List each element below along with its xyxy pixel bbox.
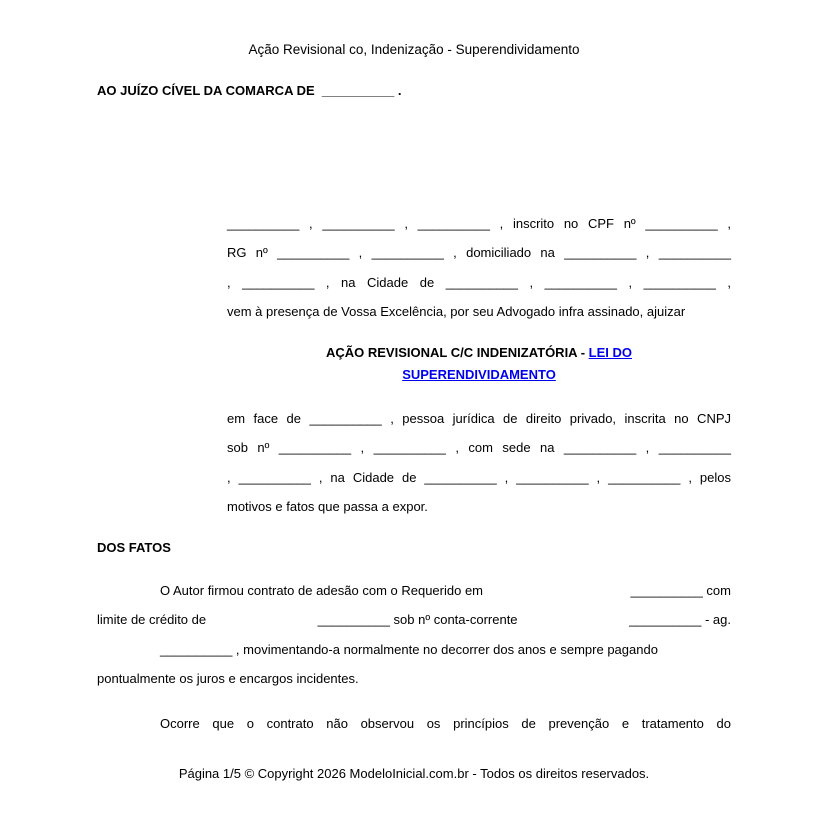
page-footer: Página 1/5 © Copyright 2026 ModeloInicial.com.br - Todos os direitos reservados.	[178, 766, 650, 781]
lei-superendividamento-link[interactable]: LEI DO	[588, 345, 632, 360]
defendant-line: motivos e fatos que passa a expor.	[227, 499, 428, 515]
facts-paragraph-2: Ocorre que o contrato não observou os princípios de prevenção e tratamento do	[160, 716, 731, 731]
facts-line: __________ , movimentando-a normalmente no decorrer dos anos e sempre pagando	[160, 641, 658, 657]
defendant-line: em face de __________ , pessoa jurídica de direito privado, inscrita no CNPJ	[227, 411, 731, 426]
qualification-line: RG nº __________ , __________ , domiciliado na __________ , __________	[227, 245, 731, 261]
facts-segment-blank: __________ sob nº conta-corrente	[317, 612, 518, 628]
facts-segment: O Autor firmou contrato de adesão com o Requerido em	[160, 583, 484, 598]
facts-segment: limite de crédito de	[97, 612, 207, 628]
section-heading-dos-fatos: DOS FATOS	[97, 540, 171, 555]
defendant-line: sob nº __________ , __________ , com sede na __________ , __________	[227, 440, 731, 456]
facts-line: pontualmente os juros e encargos incidentes.	[97, 671, 359, 687]
lei-superendividamento-link[interactable]: SUPERENDIVIDAMENTO	[402, 367, 556, 382]
facts-paragraph-1	[97, 576, 731, 694]
court-heading-label: AO JUÍZO CÍVEL DA COMARCA DE	[97, 83, 315, 98]
qualification-line: , __________ , na Cidade de __________ , __________ , __________ ,	[227, 274, 731, 290]
court-blank-field: __________	[321, 83, 395, 98]
qualification-line: vem à presença de Vossa Excelência, por seu Advogado infra assinado, ajuizar	[227, 304, 686, 320]
action-heading-line	[227, 364, 731, 386]
action-heading	[227, 342, 731, 386]
facts-line	[97, 576, 731, 605]
plaintiff-qualification	[227, 209, 731, 327]
facts-line	[97, 605, 731, 634]
action-heading-line	[227, 342, 731, 364]
qualification-line: __________ , __________ , __________ , inscrito no CPF nº __________ ,	[227, 216, 731, 231]
defendant-qualification	[227, 404, 731, 522]
facts-segment-blank: __________ com	[630, 583, 731, 598]
defendant-line: , __________ , na Cidade de __________ , __________ , __________ , pelos	[227, 469, 731, 485]
action-heading-text: AÇÃO REVISIONAL C/C INDENIZATÓRIA -	[325, 345, 586, 360]
court-heading-suffix: .	[397, 83, 402, 98]
facts-segment-blank: __________ - ag.	[629, 612, 731, 628]
document-title: Ação Revisional co, Indenização - Superendividamento	[248, 42, 580, 57]
court-heading	[97, 83, 731, 98]
